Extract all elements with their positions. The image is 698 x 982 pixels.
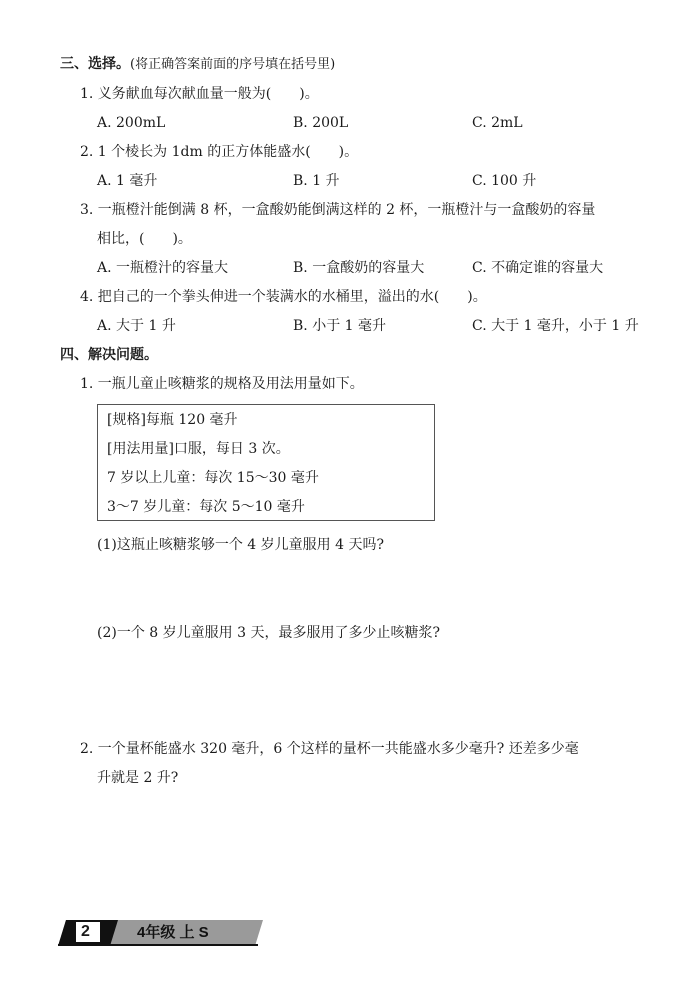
option-b: B. 1 升	[293, 173, 340, 189]
question-stem: 4. 把自己的一个拳头伸进一个装满水的水桶里，溢出的水( )。	[80, 289, 487, 305]
option-c: C. 2mL	[472, 115, 523, 131]
sub-question: (1)这瓶止咳糖浆够一个 4 岁儿童服用 4 天吗?	[97, 537, 384, 553]
option-a: A. 1 毫升	[97, 173, 158, 189]
section-title: 三、选择。	[60, 56, 130, 72]
dosage-info-box	[97, 404, 435, 521]
page-footer	[58, 920, 263, 946]
option-a: A. 大于 1 升	[97, 318, 176, 334]
section-instruction: (将正确答案前面的序号填在括号里)	[130, 57, 336, 72]
spec-line: [规格]每瓶 120 毫升	[107, 412, 238, 428]
question-stem: 1. 义务献血每次献血量一般为( )。	[80, 86, 319, 102]
question-stem: 2. 1 个棱长为 1dm 的正方体能盛水( )。	[80, 144, 359, 160]
dosage-younger-line: 3～7 岁儿童：每次 5～10 毫升	[107, 499, 305, 515]
section-heading-choice	[60, 55, 335, 74]
grade-label: 4年级 上 S	[137, 924, 209, 941]
option-b: B. 小于 1 毫升	[293, 318, 386, 334]
page-number: 2	[76, 922, 100, 942]
option-a: A. 一瓶橙汁的容量大	[97, 260, 229, 276]
option-c: C. 大于 1 毫升，小于 1 升	[472, 318, 639, 334]
question-stem-continued: 相比，( )。	[97, 231, 192, 247]
dosage-older-line: 7 岁以上儿童：每次 15～30 毫升	[107, 470, 319, 486]
option-b: B. 一盒酸奶的容量大	[293, 260, 425, 276]
option-b: B. 200L	[293, 115, 349, 131]
section-title: 四、解决问题。	[60, 347, 158, 363]
sub-question: (2)一个 8 岁儿童服用 3 天，最多服用了多少止咳糖浆?	[97, 625, 440, 641]
usage-line: [用法用量]口服，每日 3 次。	[107, 441, 290, 457]
question-stem: 3. 一瓶橙汁能倒满 8 杯，一盒酸奶能倒满这样的 2 杯，一瓶橙汁与一盒酸奶的容量	[80, 202, 596, 218]
problem-stem: 1. 一瓶儿童止咳糖浆的规格及用法用量如下。	[80, 376, 364, 392]
option-c: C. 不确定谁的容量大	[472, 260, 604, 276]
problem-stem-continued: 升就是 2 升?	[97, 770, 179, 786]
option-a: A. 200mL	[97, 115, 166, 131]
option-c: C. 100 升	[472, 173, 537, 189]
problem-stem: 2. 一个量杯能盛水 320 毫升，6 个这样的量杯一共能盛水多少毫升? 还差多少毫	[80, 741, 579, 757]
